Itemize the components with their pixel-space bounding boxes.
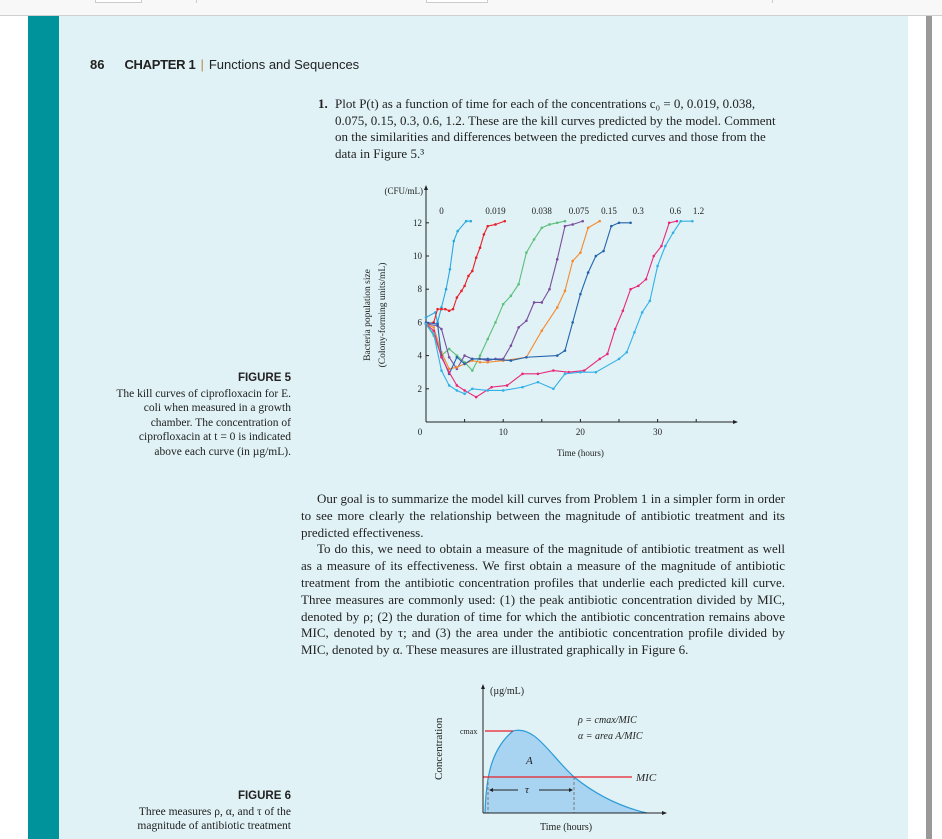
data-point [564, 225, 567, 228]
problem-number: 1. [318, 96, 328, 111]
data-point [463, 389, 466, 392]
data-point [448, 348, 451, 351]
data-point [456, 296, 459, 299]
y-tick-label: 8 [417, 284, 422, 295]
y-unit-label: (CFU/mL) [384, 186, 423, 196]
data-point [541, 226, 544, 229]
data-point [475, 256, 478, 259]
data-point [629, 288, 632, 291]
data-point [448, 309, 451, 312]
y-tick-label: 6 [417, 317, 422, 328]
data-point [460, 290, 463, 293]
data-point [471, 270, 474, 273]
x-tick-label: 10 [498, 427, 508, 437]
series-line-0.15 [426, 221, 600, 369]
data-point [533, 301, 536, 304]
data-point [448, 371, 451, 374]
y-axis-label: Bacteria population size [363, 269, 373, 361]
data-point [436, 308, 439, 311]
data-point [456, 366, 459, 369]
data-point [483, 233, 486, 236]
data-point [652, 255, 655, 258]
data-point [425, 316, 428, 319]
data-point [440, 328, 443, 331]
arrowhead-icon [481, 684, 485, 689]
data-point [579, 371, 582, 374]
problem-1 [318, 96, 788, 162]
data-point [581, 220, 584, 223]
body-text [301, 491, 785, 659]
data-point [571, 321, 574, 324]
data-point [525, 251, 528, 254]
area-label: A [526, 755, 533, 767]
figure5-caption-text: The kill curves of ciprofloxacin for E. coli when measured in a growth chamber. The concentration of ciprofloxacin at t = 0 is indicated above each curve (in µg/mL). [116, 387, 291, 458]
data-point [556, 222, 559, 225]
data-point [463, 354, 466, 357]
data-point [503, 220, 506, 223]
data-point [579, 293, 582, 296]
header-separator: | [200, 57, 204, 72]
page-margin-strip [28, 16, 59, 839]
data-point [479, 246, 482, 249]
toolbar-control[interactable] [426, 0, 488, 3]
chapter-label: CHAPTER 1 [124, 57, 196, 72]
data-point [556, 258, 559, 261]
kill-curves-chart [350, 180, 740, 465]
series-label: 1.2 [692, 206, 705, 216]
data-point [463, 285, 466, 288]
data-point [679, 220, 682, 223]
data-point [691, 220, 694, 223]
data-point [444, 308, 447, 311]
paragraph-1: Our goal is to summarize the model kill curves from Problem 1 in a simpler form in order to see more clearly the relationship between the magnitude of antibiotic treatment and its predicted effectiveness. [301, 491, 785, 540]
data-point [660, 245, 663, 248]
data-point [452, 240, 455, 243]
y-tick-label: 2 [417, 383, 422, 394]
data-point [471, 358, 474, 361]
series-line-0.075 [426, 221, 583, 369]
data-point [537, 373, 540, 376]
data-point [494, 223, 497, 226]
data-point [614, 328, 617, 331]
data-point [479, 354, 482, 357]
figure6-caption-text: Three measures ρ, α, and τ of the magnitude of antibiotic treatment [137, 805, 291, 832]
x-axis-label: Time (hours) [556, 448, 604, 458]
data-point [564, 373, 567, 376]
toolbar-divider [772, 0, 773, 3]
data-point [432, 333, 435, 336]
data-point [564, 220, 567, 223]
data-point [432, 326, 435, 329]
data-point [486, 389, 489, 392]
data-point [676, 220, 679, 223]
y-axis-arrow-icon [424, 185, 428, 190]
data-point [618, 358, 621, 361]
data-point [517, 283, 520, 286]
data-point [633, 331, 636, 334]
data-point [618, 222, 621, 225]
data-point [490, 386, 493, 389]
chapter-title: Functions and Sequences [208, 57, 360, 72]
arrowhead-icon [662, 811, 667, 815]
series-label: 0.3 [632, 206, 644, 216]
data-point [595, 371, 598, 374]
data-point [610, 225, 613, 228]
data-point [564, 290, 567, 293]
data-point [502, 303, 505, 306]
data-point [533, 238, 536, 241]
data-point [510, 344, 513, 347]
data-point [486, 225, 489, 228]
data-point [548, 223, 551, 226]
data-point [440, 369, 443, 372]
x-tick-label: 30 [653, 427, 663, 437]
figure5-label: FIGURE 5 [237, 372, 291, 384]
data-point [564, 349, 567, 352]
data-point [571, 260, 574, 263]
data-point [486, 338, 489, 341]
data-point [456, 356, 459, 359]
toolbar-divider [196, 0, 197, 3]
data-point [629, 222, 632, 225]
series-label: 0.038 [531, 206, 552, 216]
data-point [510, 295, 513, 298]
data-point [510, 359, 513, 362]
x-axis-label: Time (hours) [540, 822, 593, 833]
series-label: 0.6 [669, 206, 681, 216]
data-point [587, 271, 590, 274]
data-point [656, 265, 659, 268]
data-point [506, 384, 509, 387]
series-line-1.2 [426, 221, 692, 394]
rho-definition: ρ = cmax/MIC [578, 715, 637, 726]
figure6-label: FIGURE 6 [237, 790, 291, 802]
data-point [425, 323, 428, 326]
data-point [598, 358, 601, 361]
data-point [668, 222, 671, 225]
data-point [452, 308, 455, 311]
data-point [598, 220, 601, 223]
data-point [602, 250, 605, 253]
data-point [641, 311, 644, 314]
running-header [90, 57, 359, 72]
data-point [486, 358, 489, 361]
y-axis-label-units: (Colony-forming units/mL) [378, 262, 388, 368]
data-point [465, 220, 468, 223]
data-point [587, 226, 590, 229]
data-point [471, 388, 474, 391]
series-label: 0.075 [568, 206, 589, 216]
top-toolbar [0, 0, 942, 16]
series-label: 0.019 [485, 206, 506, 216]
data-point [595, 255, 598, 258]
data-point [672, 231, 675, 234]
data-point [469, 220, 472, 223]
x-tick-label: 20 [575, 427, 585, 437]
data-point [521, 386, 524, 389]
tau-label: τ [525, 784, 529, 796]
data-point [479, 361, 482, 364]
paragraph-2: To do this, we need to obtain a measure of the magnitude of antibiotic treatment as well as a measure of its effectiveness. We first obtain a measure of the magnitude of antibiotic treatment from the antibiotic concentration profiles that underlie each predicted kill curve. Three measures are commonly used: (1) the peak antibiotic concentration divided by MIC, denoted by ρ; (2) the duration of time for which the antibiotic concentration remains above MIC, denoted by τ; and (3) the area under the antibiotic concentration profile divided by MIC, denoted by α. These measures are illustrated graphically in Figure 6. [301, 541, 785, 658]
data-point [448, 356, 451, 359]
mic-label: MIC [636, 772, 657, 784]
problem-text: Plot P(t) as a function of time for each of the concentrations c₀ = 0, 0.019, 0.038, 0.075, 0.15, 0.3, 0.6, 1.2. These are the kill curves predicted by the model. Comment on the similarities and differences between the predicted curves and those from the data in Figure 5.³ [335, 96, 776, 161]
y-tick-label: 10 [413, 251, 422, 261]
data-point [456, 389, 459, 392]
data-point [664, 245, 667, 248]
data-point [645, 278, 648, 281]
data-point [440, 308, 443, 311]
data-point [456, 230, 459, 233]
data-point [552, 388, 555, 391]
data-point [440, 356, 443, 359]
data-point [556, 306, 559, 309]
data-point [475, 396, 478, 399]
data-point [445, 288, 448, 291]
y-unit-label: (µg/mL) [490, 686, 525, 697]
y-axis-label: Concentration [433, 717, 445, 780]
data-point [552, 369, 555, 372]
x-tick-label: 0 [417, 427, 423, 437]
data-point [449, 268, 452, 271]
page-number: 86 [90, 57, 105, 72]
y-tick-label: 12 [413, 217, 422, 228]
data-point [622, 309, 625, 312]
data-point [541, 329, 544, 332]
data-point [448, 384, 451, 387]
data-point [525, 356, 528, 359]
data-point [537, 381, 540, 384]
area-under-curve [485, 730, 647, 813]
data-point [494, 321, 497, 324]
data-point [463, 363, 466, 366]
series-line-0.6 [426, 221, 677, 397]
series-line-0 [426, 221, 471, 322]
figure6-caption [110, 789, 291, 834]
data-point [556, 354, 559, 357]
data-point [606, 353, 609, 356]
concentration-diagram [420, 680, 680, 839]
data-point [637, 285, 640, 288]
data-point [436, 323, 439, 326]
data-point [432, 329, 435, 332]
data-point [486, 361, 489, 364]
data-point [471, 369, 474, 372]
data-point [463, 392, 466, 395]
data-point [517, 326, 520, 329]
data-point [502, 389, 505, 392]
series-label: 0.15 [601, 206, 617, 216]
figure5-caption [110, 371, 291, 459]
data-point [548, 288, 551, 291]
data-point [525, 319, 528, 322]
toolbar-control[interactable] [95, 0, 142, 3]
y-tick-label: 4 [417, 350, 422, 361]
data-point [649, 300, 652, 303]
cmax-label: cmax [460, 727, 478, 736]
series-label: 0 [439, 206, 444, 216]
data-point [467, 275, 470, 278]
data-point [541, 301, 544, 304]
alpha-definition: α = area A/MIC [578, 731, 643, 742]
data-point [456, 384, 459, 387]
data-point [571, 223, 574, 226]
data-point [583, 369, 586, 372]
data-point [521, 373, 524, 376]
x-axis-arrow-icon [733, 420, 738, 424]
data-point [625, 351, 628, 354]
data-point [579, 251, 582, 254]
scrollbar-thumb[interactable] [926, 16, 932, 839]
